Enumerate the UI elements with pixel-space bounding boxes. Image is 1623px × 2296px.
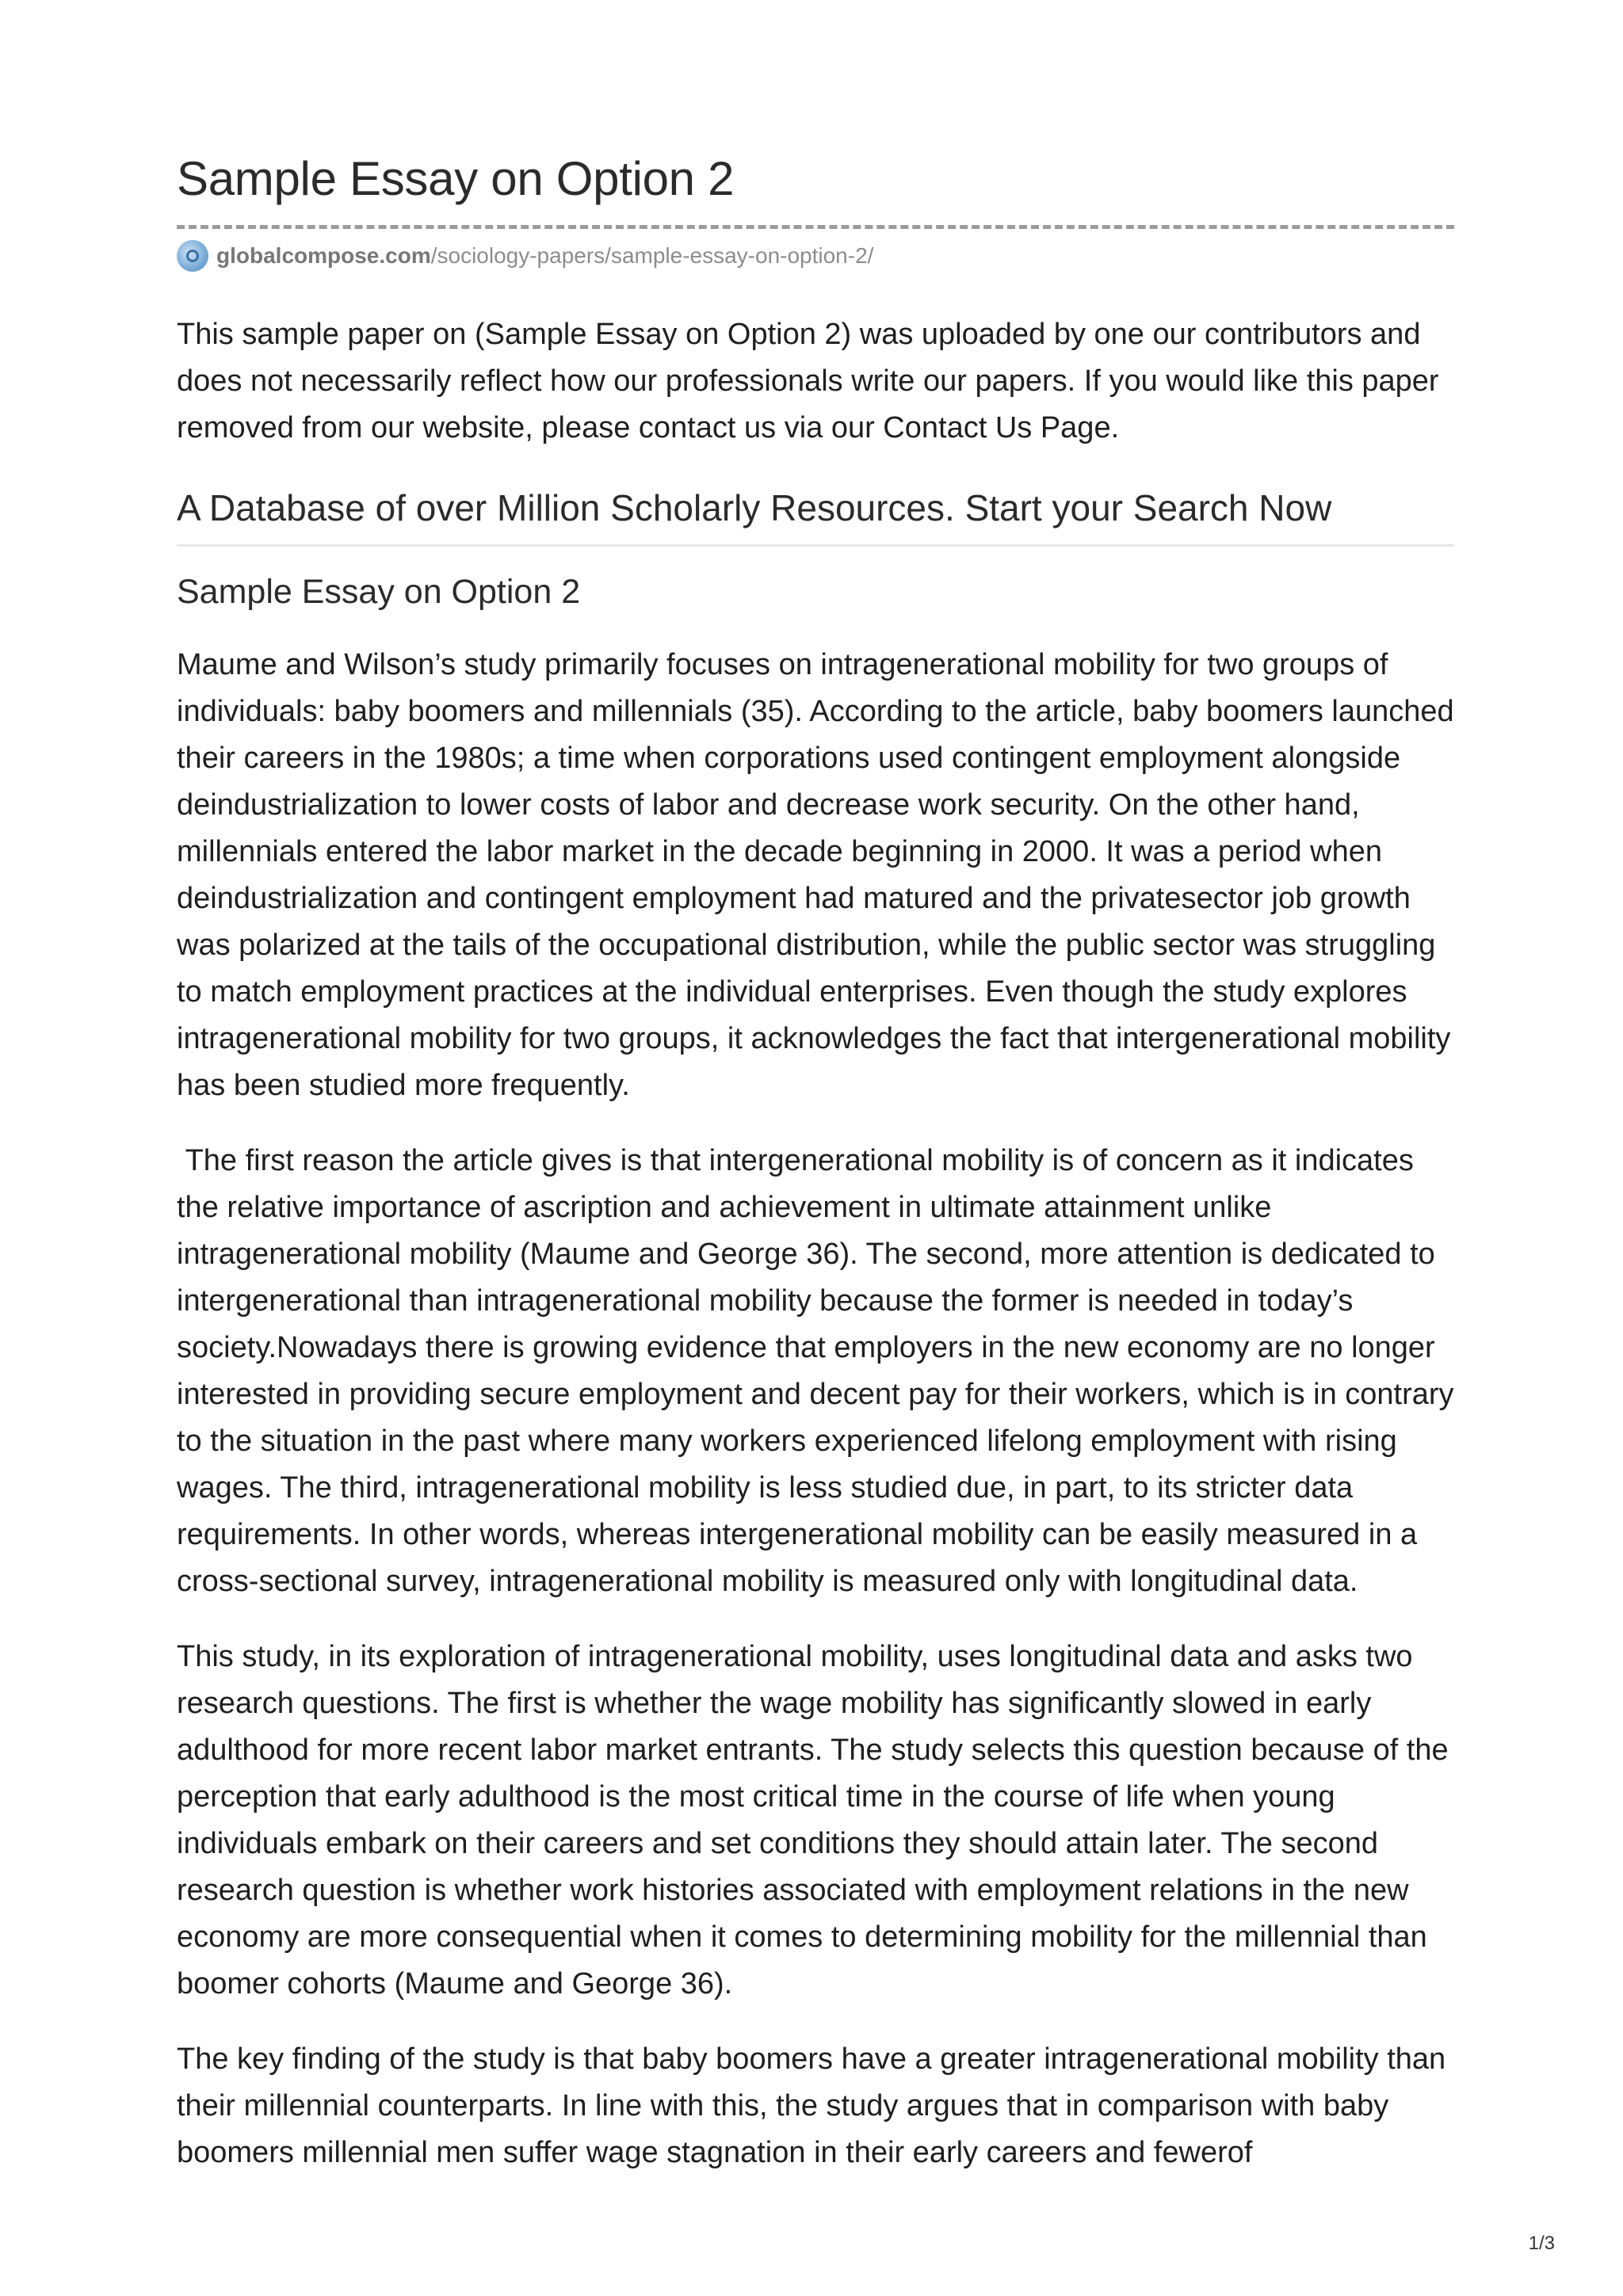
source-path[interactable]: /sociology-papers/sample-essay-on-option-2/ <box>430 243 874 269</box>
essay-heading: Sample Essay on Option 2 <box>177 573 581 612</box>
banner-heading: A Database of over Million Scholarly Resources. Start your Search Now <box>177 486 1454 547</box>
title-divider <box>177 225 1454 229</box>
intro-disclaimer: This sample paper on (Sample Essay on Option 2) was uploaded by one our contributors and does not necessarily reflect how our professionals write our papers. If you would like this paper removed from our website, please contact us via our Contact Us Page. <box>177 318 1439 444</box>
source-domain[interactable]: globalcompose.com <box>216 243 431 269</box>
essay-paragraph-1: Maume and Wilson’s study primarily focuses on intragenerational mobility for two groups of individuals: baby boomers and millennials (35). According to the article, baby boomers launched their careers in the 1980s; a time when corporations used contingent employment alongside deindustrialization to lower costs of labor and decrease work security. On the other hand, millennials entered the labor market in the decade beginning in 2000. It was a period when deindustrialization and contingent employment had matured and the privatesector job growth was polarized at the tails of the occupational distribution, while the public sector was struggling to match employment practices at the individual enterprises. Even though the study explores intragenerational mobility for two groups, it acknowledges the fact that intergenerational mobility has been studied more frequently. <box>177 647 1454 1102</box>
essay-paragraph-3: This study, in its exploration of intragenerational mobility, uses longitudinal data and asks two research questions. The first is whether the wage mobility has significantly slowed in early adulthood for more recent labor market entrants. The study selects this question because of the perception that early adulthood is the most critical time in the course of life when young individuals embark on their careers and set conditions they should attain later. The second research question is whether work histories associated with employment relations in the new economy are more consequential when it comes to determining mobility for the millennial than boomer cohorts (Maume and George 36). <box>177 1639 1449 2000</box>
document-page <box>177 151 1463 2176</box>
globe-icon <box>177 240 208 272</box>
essay-paragraph-2: The first reason the article gives is that intergenerational mobility is of concern as it indicates the relative importance of ascription and achievement in ultimate attainment unlike intragenerational mobility (Maume and George 36). The second, more attention is dedicated to intergenerational than intragenerational mobility because the former is needed in today’s society.Nowadays there is growing evidence that employers in the new economy are no longer interested in providing secure employment and decent pay for their workers, which is in contrary to the situation in the past where many workers experienced lifelong employment with rising wages. The third, intragenerational mobility is less studied due, in part, to its stricter data requirements. In other words, whereas intergenerational mobility can be easily measured in a cross-sectional survey, intragenerational mobility is measured only with longitudinal data. <box>177 1143 1463 1598</box>
essay-paragraph-4: The key finding of the study is that baby boomers have a greater intragenerational mobility than their millennial counterparts. In line with this, the study argues that in comparison with baby boomers millennial men suffer wage stagnation in their early careers and fewerof <box>177 2042 1446 2169</box>
page-title: Sample Essay on Option 2 <box>177 152 735 205</box>
source-url[interactable] <box>177 240 1454 272</box>
page-number: 1/3 <box>1528 2233 1555 2254</box>
